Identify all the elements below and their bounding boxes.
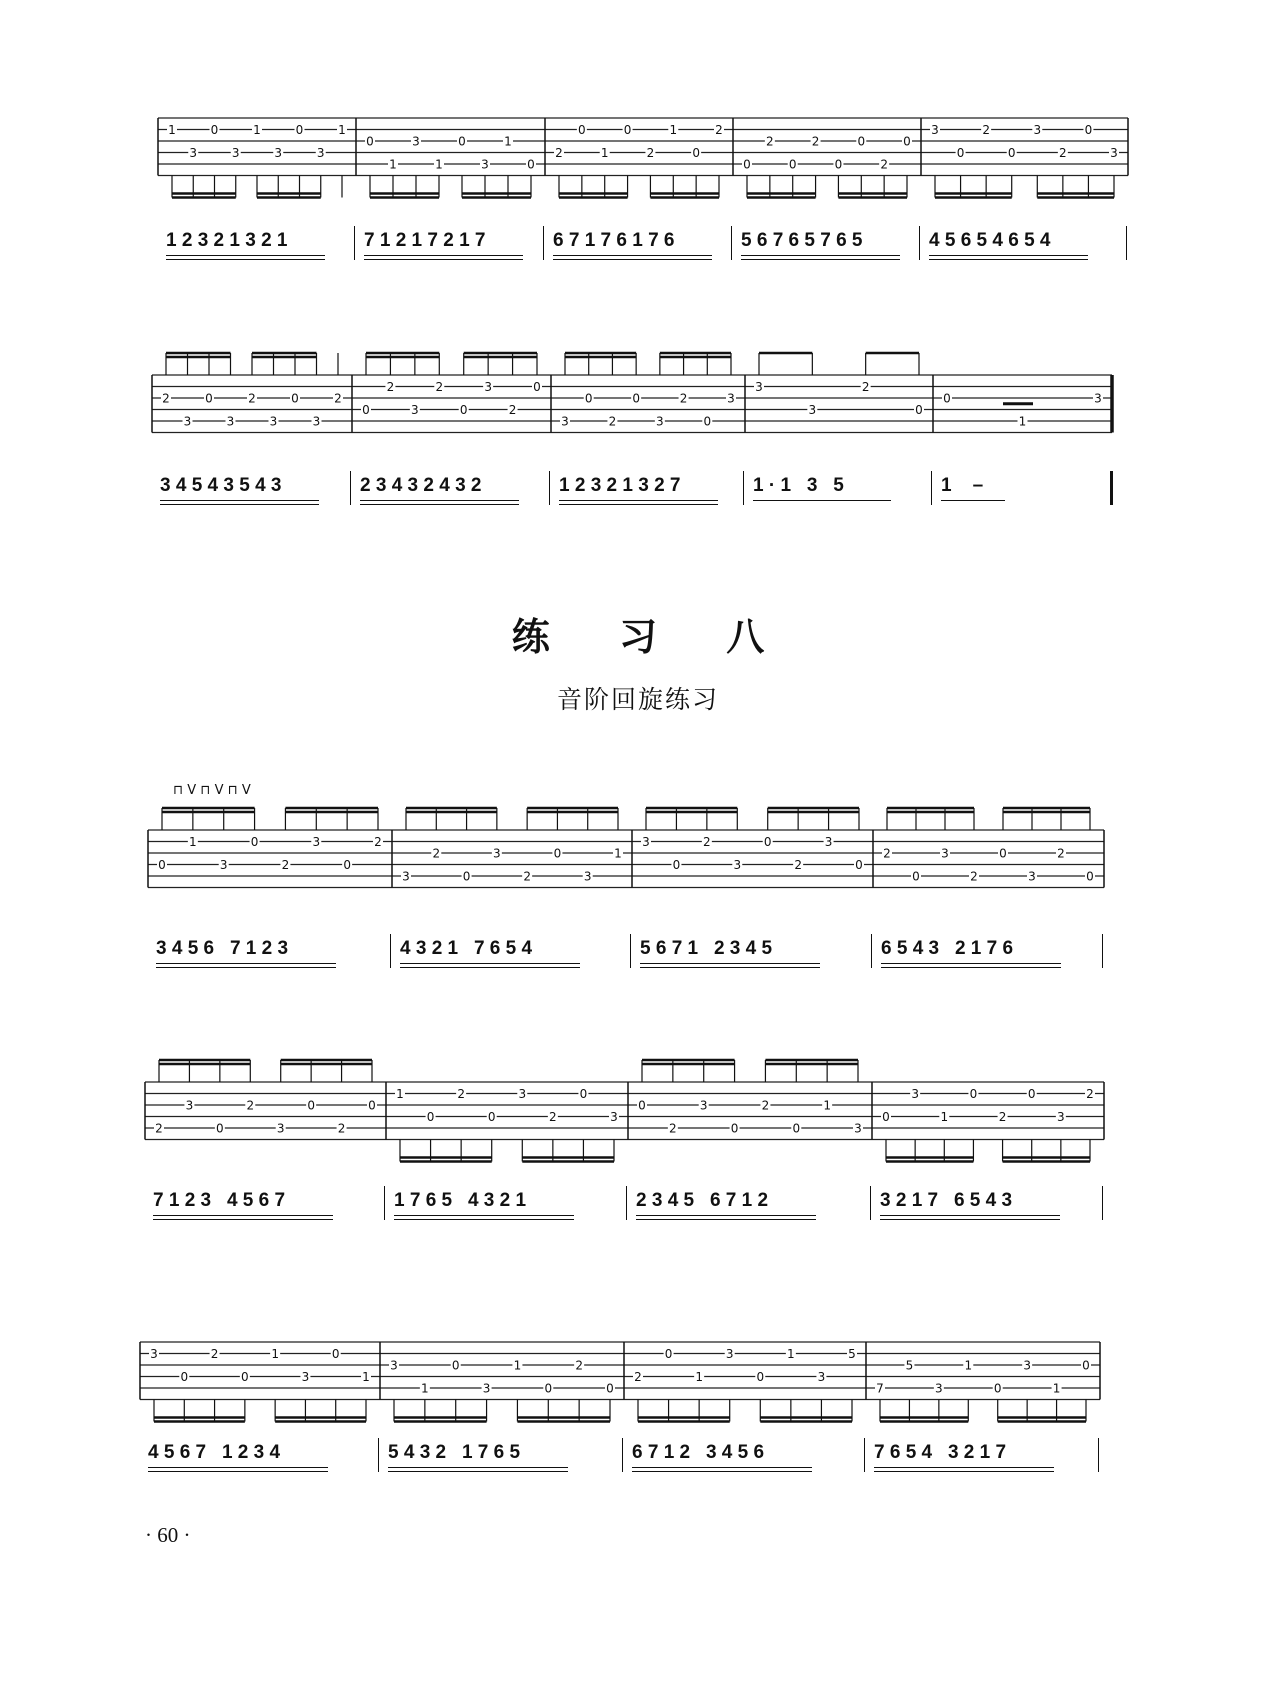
fret-number: 3: [755, 380, 763, 394]
fret-number: 3: [931, 123, 939, 137]
jianpu-underline: [929, 259, 1088, 260]
fret-number: 1: [669, 123, 678, 137]
fret-number: 5: [848, 1347, 856, 1361]
fret-number: 3: [854, 1121, 862, 1136]
jianpu-underline: [741, 255, 900, 256]
picking-marks: ⊓ V ⊓ V ⊓ V: [173, 783, 251, 798]
fret-number: 0: [956, 146, 965, 160]
fret-number: 1: [600, 146, 609, 160]
fret-number: 0: [584, 391, 593, 406]
jianpu-measure: 6 7 1 7 6 1 7 6: [553, 230, 675, 251]
fret-number: 1: [940, 1110, 949, 1124]
fret-number: 2: [555, 146, 563, 160]
fret-number: 3: [1110, 146, 1118, 160]
fret-number: 2: [766, 134, 774, 149]
jianpu-barline: [931, 471, 932, 505]
fret-number: 0: [834, 157, 843, 172]
exercise-subtitle: 音阶回旋练习: [556, 685, 719, 714]
fret-number: 3: [1057, 1110, 1065, 1124]
jianpu-measure: 6 5 4 3 2 1 7 6: [881, 938, 1014, 959]
fret-number: 3: [941, 846, 949, 861]
fret-number: 0: [533, 380, 541, 394]
fret-number: 3: [185, 1098, 194, 1113]
jianpu-underline: [553, 255, 712, 256]
fret-number: 1: [614, 846, 622, 861]
fret-number: 3: [1094, 391, 1102, 406]
jianpu-measure: 2 3 4 5 6 7 1 2: [636, 1190, 769, 1211]
fret-number: 0: [1086, 869, 1094, 884]
fret-number: 1: [389, 157, 397, 172]
fret-number: 2: [715, 123, 723, 137]
jianpu-measure: 7 1 2 1 7 2 1 7: [364, 230, 486, 251]
fret-number: 3: [656, 414, 664, 429]
jianpu-measure: 1 2 3 2 1 3 2 7: [559, 475, 681, 496]
fret-number: 2: [210, 1347, 219, 1361]
fret-number: 3: [1033, 123, 1042, 137]
fret-number: 1: [1052, 1381, 1061, 1396]
jianpu-measure: 1 7 6 5 4 3 2 1: [394, 1190, 527, 1211]
jianpu-measure: 4 5 6 7 1 2 3 4: [148, 1442, 281, 1463]
fret-number: 0: [763, 835, 772, 849]
fret-number: 3: [642, 835, 650, 849]
jianpu-underline: [559, 504, 718, 505]
jianpu-underline: [636, 1215, 816, 1216]
fret-number: 2: [155, 1121, 163, 1136]
jianpu-underline: [166, 255, 325, 256]
fret-number: 2: [523, 869, 531, 884]
fret-number: 3: [231, 146, 240, 160]
fret-number: 2: [669, 1121, 677, 1136]
fret-number: 3: [1023, 1358, 1031, 1373]
fret-number: 0: [579, 1087, 588, 1101]
fret-number: 0: [664, 1347, 673, 1361]
fret-number: 0: [362, 403, 370, 417]
fret-number: 2: [634, 1370, 642, 1384]
fret-number: 0: [999, 846, 1007, 861]
jianpu-barline: [1126, 226, 1127, 260]
fret-number: 0: [756, 1370, 765, 1384]
fret-number: 2: [374, 835, 382, 849]
fret-number: 3: [301, 1370, 310, 1384]
jianpu-underline: [160, 504, 319, 505]
fret-number: 0: [462, 869, 471, 884]
fret-number: 0: [426, 1110, 435, 1124]
fret-number: 2: [982, 123, 990, 137]
jianpu-underline: [880, 1219, 1060, 1220]
jianpu-underline: [148, 1467, 328, 1468]
jianpu-measure: 2 3 4 3 2 4 3 2: [360, 475, 482, 496]
jianpu-measure: 5 6 7 6 5 7 6 5: [741, 230, 863, 251]
jianpu-underline: [156, 967, 336, 968]
jianpu-underline: [929, 255, 1088, 256]
jianpu-measure: 3 2 1 7 6 5 4 3: [880, 1190, 1013, 1211]
fret-number: 3: [481, 157, 489, 172]
jianpu-underline: [559, 500, 718, 501]
jianpu-barline: [1102, 1186, 1103, 1220]
fret-number: 1: [338, 123, 346, 137]
fret-number: 3: [733, 858, 742, 872]
fret-number: 2: [679, 391, 688, 406]
fret-number: 3: [219, 858, 228, 872]
jianpu-underline: [553, 259, 712, 260]
fret-number: 3: [274, 146, 283, 160]
fret-number: 0: [241, 1370, 249, 1384]
fret-number: 0: [855, 858, 863, 872]
fret-number: 1: [189, 835, 197, 849]
fret-number: 1: [435, 157, 443, 172]
fret-number: 3: [150, 1347, 158, 1361]
fret-number: 1: [271, 1347, 279, 1361]
fret-number: 0: [459, 403, 468, 417]
fret-number: 0: [943, 391, 951, 406]
jianpu-barline: [350, 471, 351, 505]
fret-number: 2: [432, 846, 441, 861]
fret-number: 0: [216, 1121, 224, 1136]
jianpu-measure: 4 3 2 1 7 6 5 4: [400, 938, 533, 959]
fret-number: 0: [606, 1381, 614, 1396]
jianpu-barline: [390, 934, 391, 968]
jianpu-underline: [148, 1471, 328, 1472]
jianpu-underline: [360, 500, 519, 501]
fret-number: 2: [1086, 1087, 1094, 1101]
jianpu-barline: [919, 226, 920, 260]
fret-number: 3: [518, 1087, 527, 1101]
fret-number: 0: [578, 123, 586, 137]
jianpu-measure: 5 6 7 1 2 3 4 5: [640, 938, 773, 959]
fret-number: 3: [817, 1370, 826, 1384]
fret-number: 2: [549, 1110, 557, 1124]
fret-number: 0: [295, 123, 304, 137]
jianpu-barline: [1102, 934, 1103, 968]
fret-number: 3: [911, 1087, 919, 1101]
fret-number: 2: [761, 1098, 770, 1113]
fret-number: 3: [725, 1347, 734, 1361]
jianpu-underline: [360, 504, 519, 505]
jianpu-underline: [394, 1219, 574, 1220]
fret-number: 1: [504, 134, 512, 149]
fret-number: 2: [386, 380, 395, 394]
jianpu-underline: [364, 255, 523, 256]
fret-number: 0: [623, 123, 632, 137]
jianpu-barline: [1110, 471, 1113, 505]
fret-number: 0: [458, 134, 466, 149]
jianpu-measure: 3 4 5 6 7 1 2 3: [156, 938, 289, 959]
fret-number: 0: [638, 1098, 646, 1113]
fret-number: 1: [823, 1098, 831, 1113]
fret-number: 3: [390, 1358, 398, 1373]
jianpu-underline: [741, 259, 900, 260]
fret-number: 3: [402, 869, 410, 884]
fret-number: 2: [162, 391, 170, 406]
jianpu-measure: 7 6 5 4 3 2 1 7: [874, 1442, 1007, 1463]
exercise-title: 练 习 八: [511, 615, 793, 659]
fret-number: 2: [608, 414, 617, 429]
jianpu-measure: 7 1 2 3 4 5 6 7: [153, 1190, 286, 1211]
fret-number: 3: [226, 414, 235, 429]
fret-number: 0: [1027, 1087, 1036, 1101]
fret-number: 2: [811, 134, 820, 149]
fret-number: 0: [487, 1110, 496, 1124]
fret-number: 3: [727, 391, 735, 406]
jianpu-underline: [388, 1467, 568, 1468]
jianpu-underline: [636, 1219, 816, 1220]
fret-number: 1: [396, 1087, 404, 1101]
fret-number: 0: [527, 157, 535, 172]
jianpu-underline: [364, 259, 523, 260]
fret-number: 3: [484, 380, 492, 394]
fret-number: 0: [882, 1110, 890, 1124]
jianpu-barline: [630, 934, 631, 968]
jianpu-underline: [874, 1471, 1054, 1472]
jianpu-underline: [880, 1215, 1060, 1216]
jianpu-barline: [871, 934, 872, 968]
fret-number: 3: [411, 403, 419, 417]
jianpu-barline: [378, 1438, 379, 1472]
fret-number: 2: [248, 391, 256, 406]
fret-number: 3: [935, 1381, 943, 1396]
fret-number: 5: [905, 1358, 914, 1373]
fret-number: 2: [575, 1358, 583, 1373]
fret-number: 2: [883, 846, 891, 861]
jianpu-underline: [632, 1471, 812, 1472]
fret-number: 1: [421, 1381, 429, 1396]
fret-number: 0: [857, 134, 866, 149]
jianpu-underline: [156, 963, 336, 964]
fret-number: 0: [912, 869, 920, 884]
fret-number: 1: [964, 1358, 973, 1373]
fret-number: 0: [210, 123, 219, 137]
jianpu-measure: 1 · 1 3 5: [753, 475, 844, 496]
fret-number: 3: [808, 403, 817, 417]
fret-number: 2: [970, 869, 978, 884]
fret-number: 1: [253, 123, 261, 137]
fret-number: 0: [250, 835, 259, 849]
fret-number: 0: [792, 1121, 801, 1136]
jianpu-underline: [753, 500, 891, 501]
fret-number: 1: [787, 1347, 795, 1361]
fret-number: 3: [316, 146, 325, 160]
fret-number: 2: [457, 1087, 465, 1101]
jianpu-barline: [864, 1438, 865, 1472]
jianpu-measure: 1 –: [941, 475, 984, 496]
fret-number: 3: [610, 1110, 618, 1124]
fret-number: 0: [1084, 123, 1093, 137]
jianpu-underline: [881, 963, 1061, 964]
fret-number: 0: [451, 1358, 460, 1373]
fret-number: 3: [824, 835, 833, 849]
fret-number: 1: [513, 1358, 522, 1373]
jianpu-barline: [543, 226, 544, 260]
fret-number: 1: [695, 1370, 703, 1384]
fret-number: 0: [692, 146, 700, 160]
jianpu-underline: [153, 1215, 333, 1216]
fret-number: 2: [880, 157, 888, 172]
jianpu-barline: [622, 1438, 623, 1472]
fret-number: 3: [312, 835, 321, 849]
fret-number: 3: [276, 1121, 285, 1136]
fret-number: 0: [180, 1370, 189, 1384]
fret-number: 2: [1059, 146, 1067, 160]
jianpu-underline: [640, 967, 820, 968]
fret-number: 1: [1018, 414, 1027, 429]
page-number: · 60 ·: [145, 1523, 191, 1547]
fret-number: 2: [1057, 846, 1065, 861]
jianpu-measure: 1 2 3 2 1 3 2 1: [166, 230, 288, 251]
jianpu-underline: [400, 967, 580, 968]
fret-number: 3: [561, 414, 569, 429]
jianpu-underline: [400, 963, 580, 964]
fret-number: 0: [1082, 1358, 1090, 1373]
jianpu-measure: 5 4 3 2 1 7 6 5: [388, 1442, 521, 1463]
jianpu-underline: [394, 1215, 574, 1216]
fret-number: 3: [412, 134, 420, 149]
jianpu-barline: [549, 471, 550, 505]
fret-number: 0: [915, 403, 923, 417]
fret-number: 7: [876, 1381, 884, 1396]
fret-number: 0: [343, 858, 351, 872]
fret-number: 0: [969, 1087, 978, 1101]
fret-number: 3: [189, 146, 198, 160]
fret-number: 0: [730, 1121, 739, 1136]
jianpu-underline: [881, 967, 1061, 968]
fret-number: 2: [334, 391, 342, 406]
jianpu-underline: [874, 1467, 1054, 1468]
fret-number: 2: [281, 858, 290, 872]
fret-number: 2: [435, 380, 444, 394]
fret-number: 1: [168, 123, 176, 137]
fret-number: 0: [903, 134, 911, 149]
fret-number: 2: [861, 380, 870, 394]
fret-number: 2: [998, 1110, 1007, 1124]
fret-number: 0: [632, 391, 640, 406]
fret-number: 0: [788, 157, 797, 172]
fret-number: 3: [269, 414, 278, 429]
jianpu-underline: [166, 259, 325, 260]
jianpu-barline: [743, 471, 744, 505]
fret-number: 3: [1028, 869, 1036, 884]
jianpu-underline: [160, 500, 319, 501]
fret-number: 3: [312, 414, 321, 429]
fret-number: 0: [368, 1098, 376, 1113]
fret-number: 0: [544, 1381, 553, 1396]
fret-number: 0: [703, 414, 712, 429]
fret-number: 0: [158, 858, 166, 872]
fret-number: 2: [508, 403, 517, 417]
fret-number: 2: [794, 858, 802, 872]
fret-number: 3: [493, 846, 501, 861]
fret-number: 0: [553, 846, 562, 861]
fret-number: 0: [291, 391, 299, 406]
jianpu-underline: [388, 1471, 568, 1472]
jianpu-underline: [632, 1467, 812, 1468]
fret-number: 0: [366, 134, 374, 149]
fret-number: 0: [672, 858, 681, 872]
jianpu-barline: [870, 1186, 871, 1220]
fret-number: 3: [183, 414, 192, 429]
fret-number: 1: [362, 1370, 370, 1384]
fret-number: 3: [699, 1098, 708, 1113]
jianpu-measure: 4 5 6 5 4 6 5 4: [929, 230, 1051, 251]
jianpu-barline: [1098, 1438, 1099, 1472]
fret-number: 3: [583, 869, 592, 884]
fret-number: 0: [331, 1347, 340, 1361]
jianpu-underline: [153, 1219, 333, 1220]
fret-number: 0: [993, 1381, 1002, 1396]
jianpu-underline: [941, 500, 1005, 501]
jianpu-measure: 6 7 1 2 3 4 5 6: [632, 1442, 765, 1463]
fret-number: 2: [246, 1098, 255, 1113]
fret-number: 0: [205, 391, 213, 406]
fret-number: 0: [1007, 146, 1016, 160]
fret-number: 3: [482, 1381, 491, 1396]
jianpu-barline: [354, 226, 355, 260]
jianpu-barline: [626, 1186, 627, 1220]
fret-number: 2: [646, 146, 655, 160]
fret-number: 0: [307, 1098, 315, 1113]
jianpu-measure: 3 4 5 4 3 5 4 3: [160, 475, 282, 496]
fret-number: 2: [337, 1121, 346, 1136]
jianpu-barline: [384, 1186, 385, 1220]
fret-number: 2: [703, 835, 711, 849]
jianpu-underline: [640, 963, 820, 964]
jianpu-barline: [731, 226, 732, 260]
fret-number: 0: [743, 157, 751, 172]
